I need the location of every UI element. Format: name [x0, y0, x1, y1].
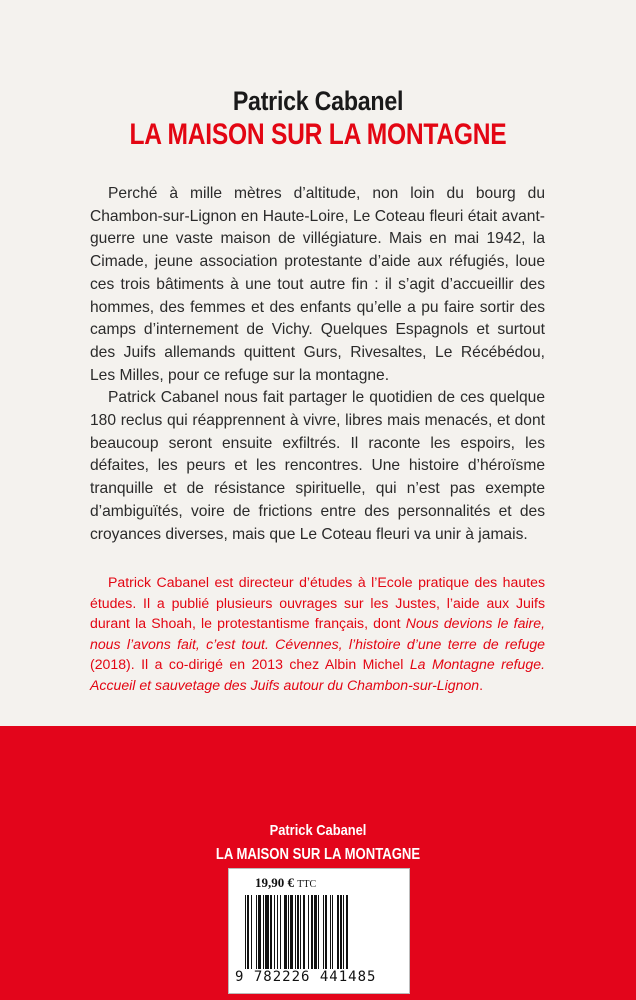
band-author-name: Patrick Cabanel: [269, 822, 367, 839]
author-name: Patrick Cabanel: [232, 86, 404, 116]
bio-text: (2018). Il a co-dirigé en 2013 chez Albin Michel: [90, 656, 410, 673]
bio-book-title: La Montagne refuge. Accueil et sauvetage des Juifs autour du Chambon-sur-Lignon: [90, 656, 545, 693]
synopsis: [90, 183, 545, 546]
isbn-number: 9 782226 441485: [235, 969, 377, 985]
price-value: 19,90 €: [255, 875, 294, 890]
author-bio: [90, 572, 545, 696]
bio-text: .: [479, 676, 484, 693]
bio-book-title: Nous devions le faire, nous l’avons fait, c’est tout. Cévennes, l’histoire d’une terre de refuge: [90, 615, 545, 652]
barcode-label: [228, 868, 410, 994]
band-book-title: LA MAISON SUR LA MONTAGNE: [215, 846, 421, 863]
synopsis-paragraph: Patrick Cabanel nous fait partager le quotidien de ces quelque 180 reclus qui réapprennent à vivre, libres mais menacés, et dont beaucoup seront ensuite exfiltrés. Il raconte les espoirs, les défaites, les peurs et les rencontres. Une histoire d’héroïsme tranquille et de résistance spirituelle, qui n’est pas exempte d’ambiguïtés, voire de frictions entre des personnalités et des croyances diverses, mais que Le Coteau fleuri va unir à jamais.: [90, 389, 545, 543]
barcode-bars: [245, 895, 395, 969]
price-suffix: TTC: [297, 879, 317, 890]
bio-text: Patrick Cabanel est directeur d’études à l’Ecole pratique des hautes études. Il a publié plusieurs ouvrages sur les Justes, l’aide aux Juifs durant la Shoah, le protestantisme français, dont: [90, 574, 545, 632]
synopsis-paragraph: Perché à mille mètres d’altitude, non loin du bourg du Chambon-sur-Lignon en Haute-Loire, Le Coteau fleuri était avant-guerre une vaste maison de villégiature. Mais en mai 1942, la Cimade, jeune association protestante d’aide aux réfugiés, loue ces trois bâtiments à une tout autre fin : il s’agit d’accueillir des hommes, des femmes et des enfants qu’elle a pu faire sortir des camps d’internement de Vichy. Quelques Espagnols et surtout des Juifs allemands quittent Gurs, Rivesaltes, Le Récébédou, Les Milles, pour ce refuge sur la montagne.: [90, 185, 545, 384]
price-tag: [255, 875, 316, 891]
book-title: LA MAISON SUR LA MONTAGNE: [129, 118, 507, 151]
barcode-stripe: [348, 895, 349, 969]
